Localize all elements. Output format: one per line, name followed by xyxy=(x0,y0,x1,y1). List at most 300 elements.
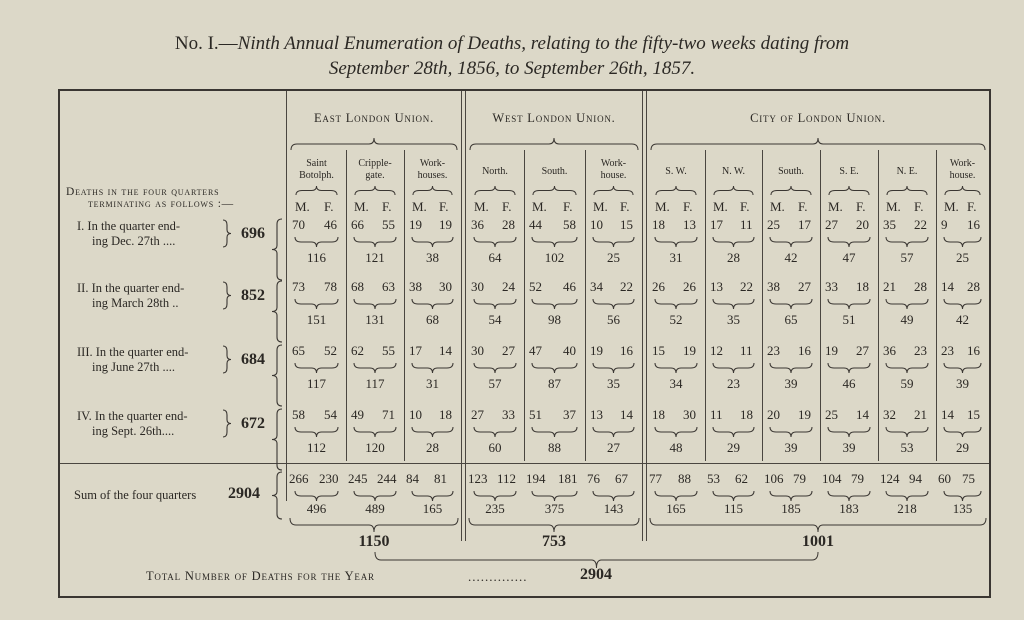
union-total: 753 xyxy=(542,533,566,550)
sum-brace xyxy=(713,299,754,309)
male-count: 70 xyxy=(292,217,305,232)
female-count: 17 xyxy=(798,217,811,232)
row-total: 852 xyxy=(241,287,265,304)
column-sum: 29 xyxy=(727,440,740,455)
female-count: 28 xyxy=(502,217,515,232)
female-count: 33 xyxy=(502,407,515,422)
column-total: 218 xyxy=(897,501,917,516)
sub-column-divider xyxy=(878,150,879,461)
row-label-brace xyxy=(223,346,231,373)
male-count: 34 xyxy=(590,279,603,294)
row-label-a: I. In the quarter end- xyxy=(77,219,181,233)
male-count: 49 xyxy=(351,407,364,422)
male-total: 84 xyxy=(406,471,419,486)
female-count: 58 xyxy=(563,217,576,232)
column-header-line: S. W. xyxy=(665,166,687,177)
sum-brace xyxy=(474,491,516,501)
sum-brace xyxy=(593,363,634,373)
female-count: 14 xyxy=(856,407,869,422)
column-header-line: Cripple- xyxy=(358,158,392,169)
male-count: 18 xyxy=(652,407,665,422)
row-total: 696 xyxy=(241,225,265,242)
sum-brace xyxy=(354,237,396,247)
column-sum: 48 xyxy=(669,440,683,455)
sum-brace xyxy=(354,363,396,373)
female-count: 14 xyxy=(439,343,452,358)
female-count: 30 xyxy=(683,407,696,422)
column-header-line: gate. xyxy=(365,170,385,181)
male-count: 32 xyxy=(883,407,896,422)
male-count: 25 xyxy=(767,217,780,232)
title-prefix: No. I.— xyxy=(174,33,238,54)
sum-brace xyxy=(828,363,870,373)
title-italic: Ninth Annual Enumeration of Deaths, xyxy=(237,33,526,54)
female-count: 46 xyxy=(324,217,337,232)
male-count: 62 xyxy=(351,343,364,358)
divider-west-city-a xyxy=(642,91,643,541)
male-count: 10 xyxy=(409,407,422,422)
female-count: 19 xyxy=(798,407,811,422)
male-count: 26 xyxy=(652,279,665,294)
sum-brace xyxy=(713,237,754,247)
row-values-brace xyxy=(272,219,282,280)
column-sum: 23 xyxy=(727,376,740,391)
sum-brace xyxy=(532,491,577,501)
sum-brace xyxy=(713,491,754,501)
sum-brace xyxy=(655,237,697,247)
female-count: 28 xyxy=(967,279,980,294)
sum-brace xyxy=(713,427,754,437)
male-count: 17 xyxy=(409,343,422,358)
sum-brace xyxy=(593,299,634,309)
female-total: 75 xyxy=(962,471,975,486)
column-sum: 34 xyxy=(669,376,683,391)
column-header-line: North. xyxy=(482,166,508,177)
f-label: F. xyxy=(683,199,693,214)
column-sum: 98 xyxy=(548,312,561,327)
f-label: F. xyxy=(856,199,866,214)
male-count: 52 xyxy=(529,279,542,294)
column-header-brace xyxy=(475,186,515,195)
male-count: 65 xyxy=(292,343,305,358)
f-label: F. xyxy=(502,199,512,214)
column-sum: 49 xyxy=(900,312,914,327)
female-count: 27 xyxy=(502,343,515,358)
female-total: 67 xyxy=(615,471,628,486)
union-header: West London Union. xyxy=(492,111,616,125)
female-count: 40 xyxy=(563,343,576,358)
sum-brace xyxy=(944,491,981,501)
column-header xyxy=(878,166,936,178)
female-count: 11 xyxy=(740,217,753,232)
f-label: F. xyxy=(967,199,977,214)
column-sum: 28 xyxy=(727,250,740,265)
male-count: 20 xyxy=(767,407,780,422)
female-count: 22 xyxy=(740,279,753,294)
male-count: 19 xyxy=(825,343,838,358)
female-count: 18 xyxy=(740,407,753,422)
column-header-brace xyxy=(771,186,811,195)
column-header xyxy=(466,166,524,178)
column-sum: 51 xyxy=(842,312,856,327)
female-count: 16 xyxy=(798,343,811,358)
male-total: 76 xyxy=(587,471,600,486)
female-count: 19 xyxy=(439,217,452,232)
column-sum: 120 xyxy=(365,440,385,455)
divider-east-west-a xyxy=(461,91,462,541)
sum-row-total: 2904 xyxy=(228,485,260,502)
male-total: 53 xyxy=(707,471,720,486)
row-label-b: ing June 27th .... xyxy=(92,360,175,374)
column-sum: 25 xyxy=(607,250,620,265)
column-header xyxy=(820,166,878,178)
union-header: East London Union. xyxy=(313,111,435,125)
m-label: M. xyxy=(295,199,310,214)
sum-brace xyxy=(412,363,453,373)
column-header-line: house. xyxy=(949,170,976,181)
male-total: 77 xyxy=(649,471,662,486)
column-header-line: Saint xyxy=(306,158,327,169)
male-count: 19 xyxy=(409,217,422,232)
sum-brace xyxy=(655,299,697,309)
column-sum: 29 xyxy=(956,440,969,455)
male-count: 11 xyxy=(710,407,723,422)
female-count: 18 xyxy=(856,279,869,294)
female-total: 79 xyxy=(793,471,806,486)
female-count: 21 xyxy=(914,407,927,422)
sum-brace xyxy=(412,491,453,501)
sum-brace xyxy=(828,427,870,437)
male-count: 66 xyxy=(351,217,364,232)
column-header xyxy=(762,166,820,178)
female-count: 55 xyxy=(382,343,395,358)
male-count: 58 xyxy=(292,407,305,422)
table-title-line-1 xyxy=(0,33,1024,55)
sum-brace xyxy=(770,427,812,437)
female-count: 15 xyxy=(967,407,980,422)
row-label-brace xyxy=(223,410,231,437)
female-total: 181 xyxy=(558,471,578,486)
column-sum: 117 xyxy=(365,376,385,391)
column-total: 489 xyxy=(365,501,385,516)
grand-total-label: Total Number of Deaths for the Year xyxy=(146,569,375,583)
female-count: 24 xyxy=(502,279,515,294)
sum-brace xyxy=(593,491,634,501)
male-count: 30 xyxy=(471,343,484,358)
male-count: 9 xyxy=(941,217,948,232)
sum-brace xyxy=(412,299,453,309)
male-count: 33 xyxy=(825,279,838,294)
male-count: 15 xyxy=(652,343,665,358)
column-total: 115 xyxy=(723,501,744,516)
column-sum: 39 xyxy=(842,440,856,455)
f-label: F. xyxy=(439,199,449,214)
male-count: 23 xyxy=(941,343,954,358)
sum-brace xyxy=(354,491,396,501)
female-count: 14 xyxy=(620,407,633,422)
sum-brace xyxy=(474,427,516,437)
sum-brace xyxy=(770,491,812,501)
male-count: 30 xyxy=(471,279,484,294)
union-header-brace xyxy=(470,138,638,150)
column-sum: 31 xyxy=(669,250,683,265)
male-count: 23 xyxy=(767,343,780,358)
female-count: 11 xyxy=(740,343,753,358)
column-sum: 27 xyxy=(607,440,620,455)
column-header-brace xyxy=(296,186,337,195)
union-header: City of London Union. xyxy=(750,111,886,125)
sub-column-divider xyxy=(524,150,525,461)
female-count: 16 xyxy=(620,343,633,358)
sum-brace xyxy=(295,237,338,247)
female-count: 55 xyxy=(382,217,395,232)
column-sum: 57 xyxy=(488,376,502,391)
male-count: 27 xyxy=(825,217,838,232)
column-header-line: South. xyxy=(541,166,568,177)
column-sum: 121 xyxy=(365,250,385,265)
female-count: 37 xyxy=(563,407,576,422)
female-total: 81 xyxy=(434,471,447,486)
union-total-brace xyxy=(469,518,639,532)
sum-brace xyxy=(532,363,577,373)
column-total: 143 xyxy=(603,501,624,516)
table-title-line-2 xyxy=(0,58,1024,80)
m-label: M. xyxy=(593,199,608,214)
column-sum: 87 xyxy=(548,376,561,391)
female-count: 19 xyxy=(683,343,696,358)
sub-column-divider xyxy=(404,150,405,461)
row-values-brace xyxy=(272,345,282,406)
m-label: M. xyxy=(655,199,670,214)
sum-brace xyxy=(474,363,516,373)
union-header-brace xyxy=(291,138,457,150)
sum-brace xyxy=(828,491,870,501)
row-label-brace xyxy=(223,220,231,247)
m-label: M. xyxy=(886,199,901,214)
sum-brace xyxy=(770,299,812,309)
female-count: 23 xyxy=(914,343,927,358)
male-count: 13 xyxy=(710,279,723,294)
column-sum: 131 xyxy=(365,312,385,327)
sum-brace xyxy=(886,427,928,437)
sum-brace xyxy=(412,427,453,437)
female-count: 15 xyxy=(620,217,633,232)
female-count: 28 xyxy=(914,279,927,294)
sum-brace xyxy=(655,363,697,373)
sum-brace xyxy=(944,237,981,247)
female-count: 18 xyxy=(439,407,452,422)
male-total: 245 xyxy=(348,471,368,486)
column-header-line: houses. xyxy=(417,170,448,181)
female-count: 26 xyxy=(683,279,696,294)
sub-column-divider xyxy=(585,150,586,461)
sum-brace xyxy=(295,427,338,437)
female-count: 71 xyxy=(382,407,395,422)
sum-brace xyxy=(354,299,396,309)
f-label: F. xyxy=(382,199,392,214)
column-sum: 56 xyxy=(607,312,620,327)
column-sum: 117 xyxy=(306,376,327,391)
sum-brace xyxy=(532,237,577,247)
column-header xyxy=(647,166,705,178)
m-label: M. xyxy=(412,199,427,214)
male-count: 14 xyxy=(941,407,954,422)
column-sum: 35 xyxy=(607,376,620,391)
sum-brace xyxy=(886,299,928,309)
female-count: 22 xyxy=(620,279,633,294)
female-total: 62 xyxy=(735,471,748,486)
column-sum: 88 xyxy=(548,440,561,455)
f-label: F. xyxy=(740,199,750,214)
column-sum: 47 xyxy=(842,250,856,265)
column-header-line: Work- xyxy=(949,158,976,169)
male-count: 12 xyxy=(710,343,723,358)
male-count: 14 xyxy=(941,279,954,294)
female-count: 16 xyxy=(967,343,980,358)
sum-brace xyxy=(532,427,577,437)
column-sum: 68 xyxy=(426,312,439,327)
column-sum: 53 xyxy=(900,440,914,455)
female-count: 27 xyxy=(798,279,811,294)
m-label: M. xyxy=(532,199,547,214)
column-total: 183 xyxy=(839,501,859,516)
male-count: 21 xyxy=(883,279,896,294)
sub-column-divider xyxy=(820,150,821,461)
sum-brace xyxy=(655,491,697,501)
f-label: F. xyxy=(324,199,334,214)
male-count: 36 xyxy=(883,343,896,358)
sum-brace xyxy=(770,237,812,247)
deaths-label-b: terminating as follows :— xyxy=(88,198,234,210)
sum-brace xyxy=(474,299,516,309)
column-sum: 38 xyxy=(426,250,439,265)
m-label: M. xyxy=(354,199,369,214)
male-count: 17 xyxy=(710,217,723,232)
row-total: 684 xyxy=(241,351,265,368)
column-total: 135 xyxy=(952,501,973,516)
column-header xyxy=(287,158,346,182)
sub-column-divider xyxy=(346,150,347,461)
row-label-brace xyxy=(223,282,231,309)
sum-brace xyxy=(828,299,870,309)
column-header-line: N. E. xyxy=(896,166,918,177)
column-sum: 39 xyxy=(956,376,969,391)
male-count: 19 xyxy=(590,343,603,358)
title-line-2-text: September 28th, 1856, to September 26th, 1857. xyxy=(328,58,696,79)
male-count: 38 xyxy=(767,279,780,294)
column-header-brace xyxy=(714,186,753,195)
column-header-line: Botolph. xyxy=(299,170,334,181)
column-sum: 35 xyxy=(727,312,740,327)
sum-brace xyxy=(944,299,981,309)
row-values-brace xyxy=(272,281,282,342)
column-total: 375 xyxy=(544,501,565,516)
male-total: 266 xyxy=(289,471,309,486)
sum-brace xyxy=(354,427,396,437)
female-count: 30 xyxy=(439,279,452,294)
sum-brace xyxy=(474,237,516,247)
sum-row-label: Sum of the four quarters xyxy=(74,488,197,502)
female-count: 63 xyxy=(382,279,395,294)
column-header-brace xyxy=(533,186,576,195)
male-total: 60 xyxy=(938,471,951,486)
column-total: 185 xyxy=(781,501,801,516)
column-header xyxy=(404,158,461,182)
column-header-line: N. W. xyxy=(721,166,746,177)
column-header xyxy=(585,158,642,182)
column-sum: 54 xyxy=(488,312,502,327)
title-rest: relating to the fifty-two weeks dating from xyxy=(526,33,850,54)
column-sum: 151 xyxy=(306,312,327,327)
male-count: 10 xyxy=(590,217,603,232)
f-label: F. xyxy=(620,199,630,214)
sum-brace xyxy=(944,427,981,437)
column-sum: 31 xyxy=(426,376,439,391)
column-header-brace xyxy=(829,186,869,195)
union-total-brace xyxy=(650,518,986,532)
m-label: M. xyxy=(474,199,489,214)
male-count: 47 xyxy=(529,343,542,358)
female-count: 20 xyxy=(856,217,869,232)
row-label-a: IV. In the quarter end- xyxy=(77,409,188,423)
f-label: F. xyxy=(563,199,573,214)
grand-total-value: 2904 xyxy=(580,566,612,583)
union-header-brace xyxy=(651,138,985,150)
column-sum: 65 xyxy=(784,312,798,327)
sum-brace xyxy=(532,299,577,309)
sum-brace xyxy=(593,237,634,247)
male-count: 44 xyxy=(529,217,542,232)
deaths-label-a: Deaths in the four quarters xyxy=(66,186,220,198)
column-header xyxy=(705,166,762,178)
union-total: 1001 xyxy=(802,533,834,550)
column-sum: 116 xyxy=(306,250,327,265)
male-count: 51 xyxy=(529,407,542,422)
column-sum: 59 xyxy=(900,376,914,391)
female-count: 27 xyxy=(856,343,869,358)
column-header-brace xyxy=(656,186,696,195)
male-count: 36 xyxy=(471,217,484,232)
row-label-b: ing Dec. 27th .... xyxy=(92,234,176,248)
sum-brace xyxy=(412,237,453,247)
column-header-brace xyxy=(945,186,980,195)
sum-brace xyxy=(295,491,338,501)
sub-column-divider xyxy=(705,150,706,461)
female-total: 79 xyxy=(851,471,864,486)
male-total: 123 xyxy=(468,471,488,486)
sum-brace xyxy=(944,363,981,373)
m-label: M. xyxy=(770,199,785,214)
sum-brace xyxy=(713,363,754,373)
column-sum: 39 xyxy=(784,376,798,391)
column-sum: 60 xyxy=(488,440,502,455)
column-sum: 42 xyxy=(956,312,969,327)
row-label-a: II. In the quarter end- xyxy=(77,281,185,295)
row-total: 672 xyxy=(241,415,265,432)
female-count: 78 xyxy=(324,279,337,294)
male-count: 68 xyxy=(351,279,364,294)
column-header xyxy=(936,158,989,182)
column-header-line: Work- xyxy=(419,158,446,169)
column-sum: 64 xyxy=(488,250,502,265)
female-total: 230 xyxy=(319,471,339,486)
male-count: 27 xyxy=(471,407,484,422)
male-count: 73 xyxy=(292,279,305,294)
sum-brace xyxy=(770,363,812,373)
column-header-line: house. xyxy=(600,170,627,181)
f-label: F. xyxy=(914,199,924,214)
sum-brace xyxy=(295,363,338,373)
